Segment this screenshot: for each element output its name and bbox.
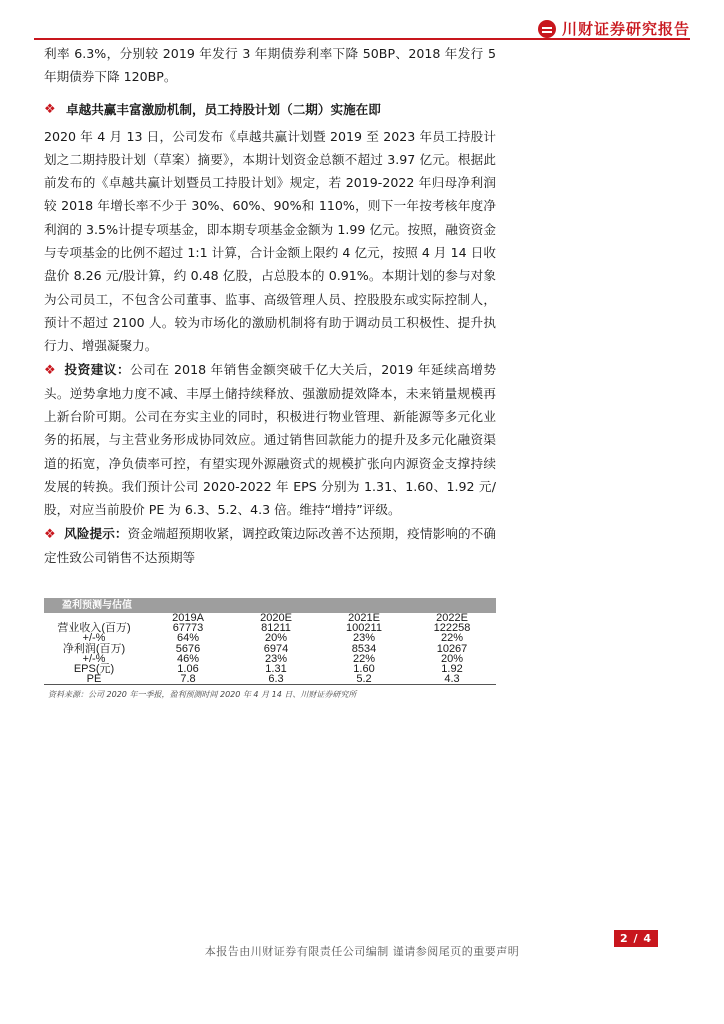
table-header-cell: 2021E (348, 612, 380, 624)
table-cell: 64% (176, 632, 200, 645)
header-brand (538, 18, 690, 39)
table-cell: 23% (352, 632, 376, 645)
table-cell: 6.3 (268, 673, 284, 686)
table-cell: 23% (264, 652, 288, 665)
footer-disclaimer: 本报告由川财证券有限责任公司编制 谨请参阅尾页的重要声明 (204, 945, 520, 958)
risk-lead: 风险提示： (64, 525, 128, 541)
table-cell: 4.3 (444, 673, 460, 686)
diamond-bullet-icon: ❖ (44, 526, 56, 542)
table-row-label: +/-% (82, 632, 106, 645)
report-body (44, 42, 496, 569)
table-cell: 1.31 (265, 663, 287, 676)
intro-paragraph: 利率 6.3%，分别较 2019 年发行 3 年期债券利率下降 50BP、2018 年发行 5 年期债券下降 120BP。 (44, 46, 496, 85)
brand-name: 川财证券研究报告 (561, 20, 690, 38)
incentive-paragraph: 2020 年 4 月 13 日，公司发布《卓越共赢计划暨 2019 至 2023 年员工持股计划之二期持股计划（草案）摘要》，本期计划资金总额不超过 3.97 亿元。根据此前发布的《卓越共赢计划暨员工持股计划》规定，若 2019-2022 年归母净利润较 2018 年增长率不少于 30%、60%、90%和 110%，则下一年按考核年度净利润的 3.5%计提专项基金，即本期专项基金金额为 1.99 亿元。按照，融资资金与专项基金的比例不超过 1:1 计算，合计金额上限约 4 亿元，按照 4 月 14 日收盘价 8.26 元/股计算，约 0.48 亿股，占总股本的 0.91%。本期计划的参与对象为公司员工，不包含公司董事、监事、高级管理人员、控股股东或实际控制人，预计不超过 2100 人。较为市场化的激励机制将有助于调动员工积极性、提升执行力、增强凝聚力。 (44, 128, 496, 354)
table-cell: 22% (440, 632, 464, 645)
section-heading-incentive (44, 99, 496, 121)
table-cell: 8534 (351, 642, 377, 655)
table-row-label: PE (86, 673, 102, 686)
diamond-bullet-icon: ❖ (44, 101, 56, 117)
table-cell: 7.8 (180, 673, 196, 686)
investment-advice-text: 公司在 2018 年销售金额突破千亿大关后，2019 年延续高增势头。逆势拿地力度不减、丰厚土储持续释放、强激励提效降本，未来销量规模再上新台阶可期。公司在夯实主业的同时，积极进行物业管理、新能源等多元化业务的拓展，与主营业务形成协同效应。通过销售回款能力的提升及多元化融资渠道的拓宽，净负债率可控，有望实现外源融资式的规模扩张向内源资金支撑持续发展的转换。我们预计公司 2020-2022 年 EPS 分别为 1.31、1.60、1.92 元/股，对应当前股价 PE 为 6.3、5.2、4.3 倍。维持“增持”评级。 (44, 361, 496, 518)
table-cell: 20% (440, 652, 464, 665)
table-cell: 122258 (433, 622, 471, 635)
table-cell: 20% (264, 632, 288, 645)
table-cell: 67773 (172, 622, 204, 635)
table-row-label: EPS(元) (73, 663, 115, 676)
table-row-label: +/-% (82, 652, 106, 665)
risk-text: 资金端超预期收紧，调控政策边际改善不达预期，疫情影响的不确定性致公司销售不达预期等 (44, 525, 497, 565)
table-cell: 81211 (261, 622, 291, 635)
forecast-table (44, 613, 496, 685)
table-cell: 5676 (175, 642, 201, 655)
table-cell: 46% (176, 652, 200, 665)
table-row (44, 674, 496, 685)
table-header-cell: 2022E (436, 612, 468, 624)
table-cell: 100211 (346, 622, 382, 635)
table-header-cell: 2019A (172, 612, 204, 624)
table-source-note: 资料来源：公司 2020 年一季报，盈利预测时间 2020 年 4 月 14 日、川财证券研究所 (48, 690, 357, 700)
section-heading-text: 卓越共赢丰富激励机制，员工持股计划（二期）实施在即 (66, 101, 381, 117)
page-number: 2 / 4 (614, 930, 658, 947)
table-row-label: 净利润(百万) (62, 642, 126, 655)
table-header-cell: 2020E (260, 612, 292, 624)
risk-paragraph (44, 522, 496, 570)
table-title: 盈利预测与估值 (44, 598, 496, 613)
table-cell: 5.2 (356, 673, 372, 686)
diamond-bullet-icon: ❖ (44, 362, 56, 378)
table-cell: 22% (352, 652, 376, 665)
company-logo-icon (538, 20, 556, 38)
forecast-table-block (44, 598, 496, 700)
investment-advice-paragraph (44, 358, 496, 522)
table-cell: 6974 (263, 642, 289, 655)
table-cell: 10267 (436, 642, 468, 655)
table-cell: 1.06 (177, 663, 199, 676)
table-row-label: 营业收入(百万) (57, 622, 131, 635)
investment-advice-lead: 投资建议： (64, 361, 131, 377)
header-divider (34, 38, 690, 40)
table-cell: 1.60 (353, 663, 375, 676)
table-cell: 1.92 (441, 663, 463, 676)
